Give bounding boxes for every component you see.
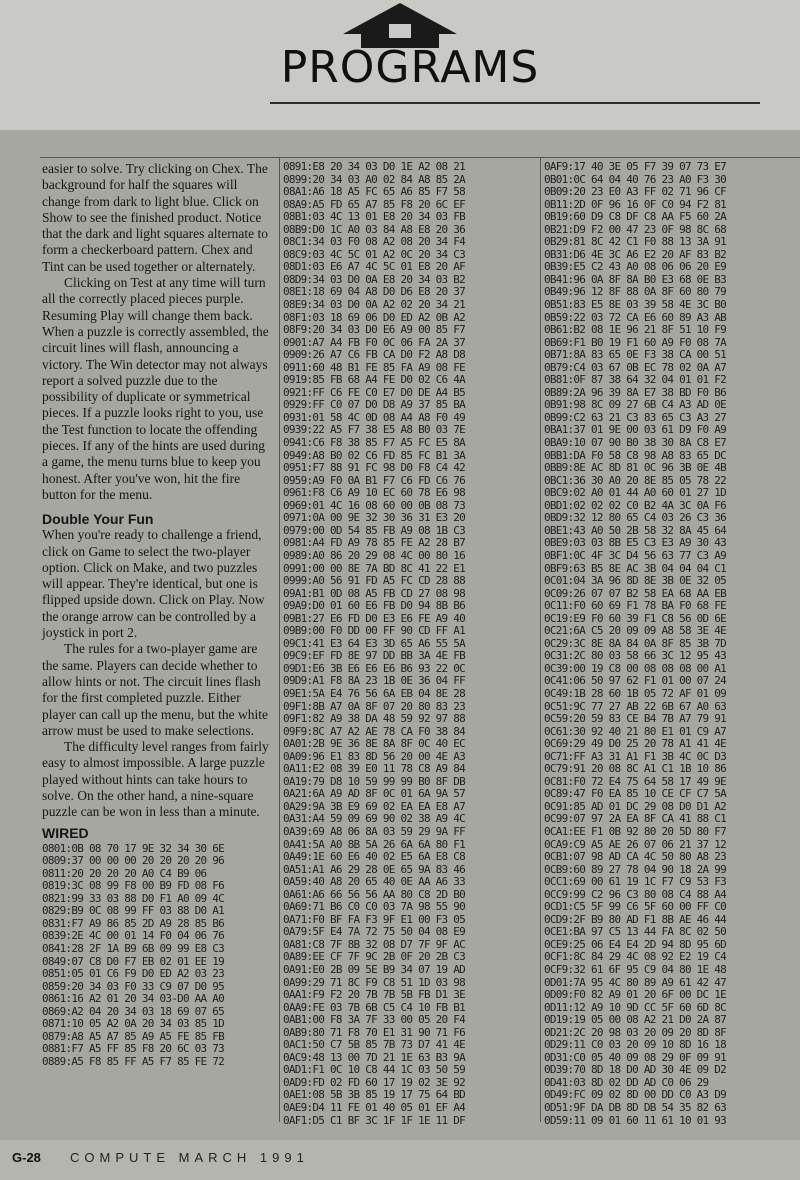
listing-line: 0C41:06 50 97 62 F1 01 00 07 24 xyxy=(544,674,727,688)
listing-line: 0D41:03 8D 02 DD AD C0 06 29 xyxy=(544,1075,709,1089)
listing-line: 0CB1:07 98 AD CA 4C 50 80 A8 23 xyxy=(544,850,727,864)
listing-line: 0C61:30 92 40 21 80 E1 01 C9 A7 xyxy=(544,724,727,738)
listing-column-1 xyxy=(42,843,274,1069)
article-column xyxy=(42,161,274,1068)
listing-line: 0881:F7 A5 FF 85 F8 20 6C 03 73 xyxy=(42,1042,225,1056)
listing-line: 0C19:E9 F0 60 39 F1 C8 56 0D 6E xyxy=(544,611,727,625)
listing-line: 08A9:A5 FD 65 A7 85 F8 20 6C EF xyxy=(283,197,466,211)
listing-line: 0CC1:69 00 61 19 1C F7 C9 53 F3 xyxy=(544,875,727,889)
listing-line: 0AE9:D4 11 FE 01 40 05 01 EF A4 xyxy=(283,1101,466,1115)
listing-line: 08D1:03 E6 A7 4C 5C 01 E8 20 AF xyxy=(283,260,466,274)
listing-line: 0A89:EE CF 7F 9C 2B 0F 20 2B C3 xyxy=(283,950,466,964)
listing-line: 0D51:9F DA DB 8D DB 54 35 82 63 xyxy=(544,1101,727,1115)
listing-line: 0AD1:F1 0C 10 C8 44 1C 03 50 59 xyxy=(283,1063,466,1077)
listing-line: 0A19:79 D8 10 59 99 99 B0 8F DB xyxy=(283,774,466,788)
listing-line: 0B99:C2 63 21 C3 83 65 C3 A3 27 xyxy=(544,410,727,424)
listing-line: 0CF9:32 61 6F 95 C9 04 80 1E 48 xyxy=(544,963,727,976)
listing-line: 09E1:5A E4 76 56 6A EB 04 8E 28 xyxy=(283,686,466,700)
listing-line: 0AE1:08 5B 3B 85 19 17 75 64 BD xyxy=(283,1088,466,1102)
listing-line: 0C69:29 49 D0 25 20 78 A1 41 4E xyxy=(544,737,727,751)
listing-line: 0CB9:60 89 27 78 04 90 18 2A 99 xyxy=(544,862,727,876)
listing-line: 08F9:20 34 03 D0 E6 A9 00 85 F7 xyxy=(283,323,466,337)
listing-line: 0981:A4 FD A9 78 85 FE A2 28 B7 xyxy=(283,536,466,550)
listing-line: 0C21:6A C5 20 09 09 A8 58 3E 4E xyxy=(544,624,727,638)
section-heading: Double Your Fun xyxy=(42,511,154,528)
listing-line: 0809:37 00 00 00 20 20 20 20 96 xyxy=(42,854,225,868)
listing-line: 0B39:E5 C2 43 A0 08 06 06 20 E9 xyxy=(544,260,727,274)
listing-line: 0B21:D9 F2 00 47 23 0F 98 8C 68 xyxy=(544,222,727,236)
listing-line: 0CD1:C5 5F 99 C6 5F 60 00 FF C0 xyxy=(544,900,727,914)
listing-line: 0C91:85 AD 01 DC 29 08 D0 D1 A2 xyxy=(544,799,727,813)
column-divider xyxy=(540,157,541,1122)
listing-line: 0B59:22 03 72 CA E6 60 89 A3 AB xyxy=(544,310,727,324)
listing-line: 0929:FF C0 07 D0 D8 A9 37 85 BA xyxy=(283,398,466,412)
listing-line: 0B81:0F 87 38 64 32 04 01 01 F2 xyxy=(544,373,727,387)
listing-line: 0C29:3C 8E 8A 84 0A 8F 85 3B 7D xyxy=(544,636,727,650)
listing-line: 0D49:FC 09 02 8D 00 DD C0 A3 D9 xyxy=(544,1088,727,1102)
listing-line: 0D01:7A 95 4C 80 89 A9 61 42 47 xyxy=(544,975,727,989)
listing-line: 0969:01 4C 16 08 60 00 0B 08 73 xyxy=(283,498,466,512)
listing-line: 0931:01 58 4C 0D 08 A4 A8 F0 49 xyxy=(283,410,466,424)
listing-line: 0C71:FF A3 31 A1 F1 3B 4C 0C D3 xyxy=(544,749,727,763)
listing-line: 0BB1:DA F0 58 C8 98 A8 83 65 DC xyxy=(544,448,727,462)
listing-line: 0CE1:BA 97 C5 13 44 FA 8C 02 50 xyxy=(544,925,727,939)
header-rule xyxy=(270,102,760,104)
listing-line: 0CA9:C9 A5 AE 26 07 06 21 37 12 xyxy=(544,837,727,851)
listing-line: 09B1:27 E6 FD D0 E3 E6 FE A9 40 xyxy=(283,611,466,625)
listing-line: 0A59:40 A8 20 65 40 0E AA A6 33 xyxy=(283,875,466,889)
listing-line: 0A51:A1 A6 29 28 0E 65 9A 83 46 xyxy=(283,862,466,876)
listing-line: 0A01:2B 9E 36 8E 8A 8F 0C 40 EC xyxy=(283,737,466,751)
listing-line: 0A29:9A 3B E9 69 02 EA EA E8 A7 xyxy=(283,799,466,813)
listing-line: 0C01:04 3A 96 8D 8E 3B 0E 32 05 xyxy=(544,574,727,588)
listing-line: 09D1:E6 3B E6 E6 E6 B6 93 22 0C xyxy=(283,661,466,675)
column-divider xyxy=(279,157,280,1122)
listing-line: 0941:C6 F8 38 85 F7 A5 FC E5 8A xyxy=(283,436,466,450)
listing-line: 0B69:F1 B0 19 F1 60 A9 F0 08 7A xyxy=(544,335,727,349)
listing-line: 0BF1:0C 4F 3C D4 56 63 77 C3 A9 xyxy=(544,548,727,562)
listing-line: 0A79:5F E4 7A 72 75 50 04 08 E9 xyxy=(283,925,466,939)
listing-line: 0869:A2 04 20 34 03 18 69 07 65 xyxy=(42,1004,225,1018)
listing-line: 09F1:8B A7 0A 8F 07 20 80 83 23 xyxy=(283,699,466,713)
listing-line: 0911:60 48 B1 FE 85 FA A9 08 FE xyxy=(283,360,466,374)
listing-line: 0899:20 34 03 A0 02 84 A8 85 2A xyxy=(283,172,466,186)
listing-line: 0A69:71 B6 C0 C0 03 7A 98 55 90 xyxy=(283,900,466,914)
listing-line: 09A9:D0 01 60 E6 FB D0 94 8B B6 xyxy=(283,599,466,613)
page-title: PROGRAMS xyxy=(280,42,540,93)
listing-line: 0AF9:17 40 3E 05 F7 39 07 73 E7 xyxy=(544,160,727,173)
listing-line: 0BE1:43 A0 50 2B 58 32 8A 45 64 xyxy=(544,523,727,537)
listing-line: 0AD9:FD 02 FD 60 17 19 02 3E 92 xyxy=(283,1075,466,1089)
listing-line: 0851:05 01 C6 F9 D0 ED A2 03 23 xyxy=(42,967,225,981)
listing-line: 09D9:A1 F8 8A 23 1B 0E 36 04 FF xyxy=(283,674,466,688)
listing-line: 09C9:EF FD 8E 97 DD BB 3A 4E FB xyxy=(283,649,466,663)
listing-line: 0B31:D6 4E 3C A6 E2 20 AF 83 B2 xyxy=(544,247,727,261)
listing-line: 0991:00 00 8E 7A BD 8C 41 22 E1 xyxy=(283,561,466,575)
listing-line: 0C51:9C 77 27 AB 22 6B 67 A0 63 xyxy=(544,699,727,713)
listing-line: 0C11:F0 60 69 F1 78 BA F0 68 FE xyxy=(544,599,727,613)
listing-line: 0CC9:99 C2 96 C3 80 08 C4 88 A4 xyxy=(544,887,727,901)
listing-line: 0BE9:03 03 8B E5 C3 E3 A9 30 43 xyxy=(544,536,727,550)
listing-line: 0B11:2D 0F 96 16 0F C0 94 F2 81 xyxy=(544,197,727,211)
listing-column-3 xyxy=(544,161,726,1127)
listing-line: 0841:28 2F 1A B9 6B 09 99 E8 C3 xyxy=(42,941,225,955)
listing-line: 0859:20 34 03 F0 33 C9 07 D0 95 xyxy=(42,979,225,993)
listing-line: 0AA1:F9 F2 20 7B 7B 5B FB D1 3E xyxy=(283,988,466,1002)
listing-line: 0871:10 05 A2 0A 20 34 03 85 1D xyxy=(42,1017,225,1031)
listing-line: 08F1:03 18 69 06 D0 ED A2 0B A2 xyxy=(283,310,466,324)
listing-line: 08E1:18 69 04 A8 D0 D6 E8 20 37 xyxy=(283,285,466,299)
listing-line: 0A71:F0 BF FA F3 9F E1 00 F3 05 xyxy=(283,912,466,926)
listing-line: 0B79:C4 03 67 0B EC 78 02 0A A7 xyxy=(544,360,727,374)
listing-line: 0B01:0C 64 04 40 76 23 A0 F3 30 xyxy=(544,172,727,186)
listing-line: 0989:A0 86 20 29 08 4C 00 80 16 xyxy=(283,548,466,562)
listing-line: 0B29:81 8C 42 C1 F0 88 13 3A 91 xyxy=(544,235,727,249)
listing-line: 0861:16 A2 01 20 34 03-D0 AA A0 xyxy=(42,992,225,1006)
listing-line: 0821:99 33 03 88 D0 F1 A0 09 4C xyxy=(42,891,225,905)
listing-line: 08C1:34 03 F0 08 A2 08 20 34 F4 xyxy=(283,235,466,249)
listing-line: 0939:22 A5 F7 38 E5 A8 B0 03 7E xyxy=(283,423,466,437)
listing-line: 0CE9:25 06 E4 E4 2D 94 8D 95 6D xyxy=(544,937,727,951)
footer-text: COMPUTE MARCH 1991 xyxy=(70,1150,309,1165)
listing-line: 08B1:03 4C 13 01 E8 20 34 03 FB xyxy=(283,210,466,224)
listing-line: 0879:A8 A5 A7 85 A9 A5 FE 85 FB xyxy=(42,1029,225,1043)
listing-line: 08D9:34 03 D0 0A E8 20 34 03 B2 xyxy=(283,272,466,286)
listing-line: 0A81:C8 7F 8B 32 08 D7 7F 9F AC xyxy=(283,937,466,951)
listing-line: 09F1:82 A9 38 DA 48 59 92 97 88 xyxy=(283,712,466,726)
listing-line: 0B61:B2 08 1E 96 21 8F 51 10 F9 xyxy=(544,323,727,337)
listing-line: 0A41:5A A0 8B 5A 26 6A 6A 80 F1 xyxy=(283,837,466,851)
listing-line: 08C9:03 4C 5C 01 A2 0C 20 34 C3 xyxy=(283,247,466,261)
listing-line: 0A91:E0 2B 09 5E B9 34 07 19 AD xyxy=(283,963,466,976)
listing-line: 08A1:A6 18 A5 FC 65 A6 85 F7 58 xyxy=(283,185,466,199)
listing-line: 0999:A0 56 91 FD A5 FC CD 28 88 xyxy=(283,574,466,588)
listing-line: 0909:26 A7 C6 FB CA D0 F2 A8 D8 xyxy=(283,348,466,362)
listing-line: 0A11:E2 08 39 E0 11 78 C8 A9 84 xyxy=(283,762,466,776)
listing-line: 0AF1:D5 C1 BF 3C 1F 1F 1E 11 DF xyxy=(283,1113,466,1127)
listing-line: 0D31:C0 05 40 09 08 29 0F 09 91 xyxy=(544,1050,727,1064)
listing-line: 0A49:1E 60 E6 40 02 E5 6A E8 C8 xyxy=(283,850,466,864)
page-number: G-28 xyxy=(12,1150,41,1165)
listing-line: 0831:F7 A9 86 85 2D A9 28 85 B6 xyxy=(42,916,225,930)
listing-line: 0C09:26 07 07 B2 58 EA 68 AA EB xyxy=(544,586,727,600)
listing-line: 0C79:91 20 08 8C A1 C1 1B 10 86 xyxy=(544,762,727,776)
listing-line: 0B19:60 D9 C8 DF C8 AA F5 60 2A xyxy=(544,210,727,224)
listing-line: 0CF1:8C 84 29 4C 08 92 E2 19 C4 xyxy=(544,950,727,964)
listing-title: WIRED xyxy=(42,824,89,841)
listing-line: 0BA1:37 01 9E 00 03 61 D9 F0 A9 xyxy=(544,423,727,437)
listing-line: 0BD9:32 12 80 65 C4 03 26 C3 36 xyxy=(544,511,727,525)
article-paragraph: The difficulty level ranges from fairly easy to almost impossible. A large puzzle played without hints can take hours to solve. On the other hand, a nine-square puzzle can be won in less than a minute. xyxy=(42,739,269,820)
listing-line: 0A99:29 71 8C F9 C8 51 1D 03 98 xyxy=(283,975,466,989)
listing-line: 0959:A9 F0 0A B1 F7 C6 FD C6 76 xyxy=(283,473,466,487)
article-paragraph: Clicking on Test at any time will turn all the correctly placed pieces purple. Resuming Play will change them back. When a puzzle is correctly assembled, the circuit lines will flash, announcing a victory. The Win detector may not always report a solved puzzle due to the possibility of duplicate or symmetrical pieces. If a puzzle looks right to you, use the Test function to locate the offending pieces. If any of the hints are used during a game, the menu turns blue to keep you honest. After you've won, hit the fire button for the menu. xyxy=(42,275,269,502)
listing-line: 0AC1:50 C7 5B 85 7B 73 D7 41 4E xyxy=(283,1038,466,1052)
listing-line: 0D59:11 09 01 60 11 61 10 01 93 xyxy=(544,1113,727,1127)
listing-line: 0A39:69 A8 06 8A 03 59 29 9A FF xyxy=(283,824,466,838)
listing-line: 0BF9:63 B5 8E AC 3B 04 04 04 C1 xyxy=(544,561,727,575)
article-paragraph: The rules for a two-player game are the same. Players can decide whether to allow hints or not. The circuit lines flash for the first completed puzzle. Either player can call up the menu, but the white arrow must be used to make selections. xyxy=(42,641,269,738)
article-paragraph: When you're ready to challenge a friend, click on Game to select the two-player option. Click on Make, and two puzzles will appear. They're identical, but one is flipped upside down. Click on Play. Now the orange arrow can be controlled by a joystick in port 2. xyxy=(42,527,265,641)
listing-line: 0CA1:EE F1 0B 92 80 20 5D 80 F7 xyxy=(544,824,727,838)
listing-line: 0971:0A 00 9E 32 30 36 31 E3 20 xyxy=(283,511,466,525)
listing-line: 0961:F8 C6 A9 10 EC 60 78 E6 98 xyxy=(283,486,466,500)
listing-line: 09B9:00 F0 DD 00 FF 90 CD FF A1 xyxy=(283,624,466,638)
listing-line: 0D29:11 C0 03 20 09 10 8D 16 18 xyxy=(544,1038,727,1052)
listing-line: 0C89:47 F0 EA 85 10 CE CF C7 5A xyxy=(544,787,727,801)
listing-line: 0B51:83 E5 8E 03 39 58 4E 3C B0 xyxy=(544,298,727,312)
listing-line: 0B41:96 0A 8F 8A B0 E3 68 0E B3 xyxy=(544,272,727,286)
listing-line: 0901:A7 A4 FB F0 0C 06 FA 2A 37 xyxy=(283,335,466,349)
listing-line: 0B71:8A 83 65 0E F3 38 CA 00 51 xyxy=(544,348,727,362)
listing-line: 09A1:B1 0D 08 A5 FB CD 27 08 98 xyxy=(283,586,466,600)
listing-line: 0951:F7 88 91 FC 98 D0 F8 C4 42 xyxy=(283,461,466,475)
listing-line: 0C31:2C 80 03 58 66 3C 12 95 43 xyxy=(544,649,727,663)
listing-line: 0921:FF C6 FE C0 E7 D0 DE A4 B5 xyxy=(283,385,466,399)
listing-line: 0A31:A4 59 09 69 90 02 38 A9 4C xyxy=(283,812,466,826)
listing-line: 0811:20 20 20 20 A0 C4 B9 06 xyxy=(42,866,207,880)
article-paragraph: easier to solve. Try clicking on Chex. The background for half the squares will change from dark to light blue. Click on Show to see the finished product. Notice that the dark and light squares alternate to form a checkerboard pattern. Chex and Tint can be used together or alternately. xyxy=(42,161,269,274)
listing-line: 0B49:96 12 8F 88 0A 8F 60 80 79 xyxy=(544,285,727,299)
listing-line: 0D09:F0 82 A9 01 20 6F 00 DC 1E xyxy=(544,988,727,1002)
listing-line: 0CD9:2F B9 80 AD F1 8B AE 46 44 xyxy=(544,912,727,926)
listing-line: 0B09:20 23 E0 A3 FF 02 71 96 CF xyxy=(544,185,727,199)
listing-line: 0949:A8 B0 02 C6 FD 85 FC B1 3A xyxy=(283,448,466,462)
listing-line: 0BC9:02 A0 01 44 A0 60 01 27 1D xyxy=(544,486,727,500)
listing-line: 0979:00 0D 54 85 FB A9 08 1B C3 xyxy=(283,523,466,537)
listing-line: 0919:85 FB 68 A4 FE D0 02 C6 4A xyxy=(283,373,466,387)
listing-line: 0A21:6A A9 AD 8F 0C 01 6A 9A 57 xyxy=(283,787,466,801)
listing-line: 08E9:34 03 D0 0A A2 02 20 34 21 xyxy=(283,298,466,312)
listing-line: 09C1:41 E3 64 E3 3D 65 A6 55 5A xyxy=(283,636,466,650)
listing-line: 0829:B9 0C 08 99 FF 03 88 D0 A1 xyxy=(42,904,225,918)
listing-line: 0D39:70 8D 18 D0 AD 30 4E 09 D2 xyxy=(544,1063,727,1077)
listing-line: 0BD1:02 02 02 C0 B2 4A 3C 0A F6 xyxy=(544,498,727,512)
listing-line: 0891:E8 20 34 03 D0 1E A2 08 21 xyxy=(283,160,466,173)
listing-line: 0C99:07 97 2A EA 8F CA 41 88 C1 xyxy=(544,812,727,826)
grid-top-rule xyxy=(40,157,800,158)
listing-line: 0C59:20 59 83 CE B4 7B A7 79 91 xyxy=(544,712,727,726)
listing-line: 0C39:00 19 C8 00 08 08 08 00 A1 xyxy=(544,661,727,675)
listing-column-2 xyxy=(283,161,465,1127)
listing-line: 08B9:D0 1C A0 03 84 A8 E8 20 36 xyxy=(283,222,466,236)
listing-line: 0801:0B 08 70 17 9E 32 34 30 6E xyxy=(42,841,225,855)
listing-line: 0A09:96 E1 83 8D 56 20 00 4E A3 xyxy=(283,749,466,763)
listing-line: 0B89:2A 96 39 8A E7 38 BD F0 B6 xyxy=(544,385,727,399)
listing-line: 0AC9:48 13 00 7D 21 1E 63 B3 9A xyxy=(283,1050,466,1064)
listing-line: 0AB1:00 F8 3A 7F 33 00 05 20 F4 xyxy=(283,1013,466,1027)
listing-line: 0839:2E 4C 00 01 14 F0 04 06 76 xyxy=(42,929,225,943)
listing-line: 0889:A5 F8 85 FF A5 F7 85 FE 72 xyxy=(42,1054,225,1068)
listing-line: 0A61:A6 66 56 56 AA 80 C8 2D B0 xyxy=(283,887,466,901)
listing-line: 0819:3C 08 99 F8 00 B9 FD 08 F6 xyxy=(42,879,225,893)
listing-line: 0BA9:10 07 90 B0 38 30 8A C8 E7 xyxy=(544,436,727,450)
listing-line: 09F9:8C A7 A2 AE 78 CA F0 38 84 xyxy=(283,724,466,738)
listing-line: 0B91:98 8C 09 27 6B C4 A3 AD 0E xyxy=(544,398,727,412)
listing-line: 0849:07 C8 D0 F7 EB 02 01 EE 19 xyxy=(42,954,225,968)
listing-line: 0D19:19 05 00 08 A2 21 D0 2A 87 xyxy=(544,1013,727,1027)
listing-line: 0AB9:80 71 F8 70 E1 31 90 71 F6 xyxy=(283,1025,466,1039)
listing-line: 0BB9:8E AC 8D 81 0C 96 3B 0E 4B xyxy=(544,461,727,475)
listing-line: 0C49:1B 28 60 1B 05 72 AF 01 09 xyxy=(544,686,727,700)
listing-line: 0D21:2C 20 98 03 20 09 20 8D 8F xyxy=(544,1025,727,1039)
listing-line: 0AA9:FE 03 7B 6B C5 C4 10 FB B1 xyxy=(283,1000,466,1014)
listing-line: 0C81:F0 72 E4 75 64 58 17 49 9E xyxy=(544,774,727,788)
listing-line: 0D11:12 A9 10 9D CC 5F 60 6D 8C xyxy=(544,1000,727,1014)
listing-line: 0BC1:36 30 A0 20 8E 85 05 78 22 xyxy=(544,473,727,487)
